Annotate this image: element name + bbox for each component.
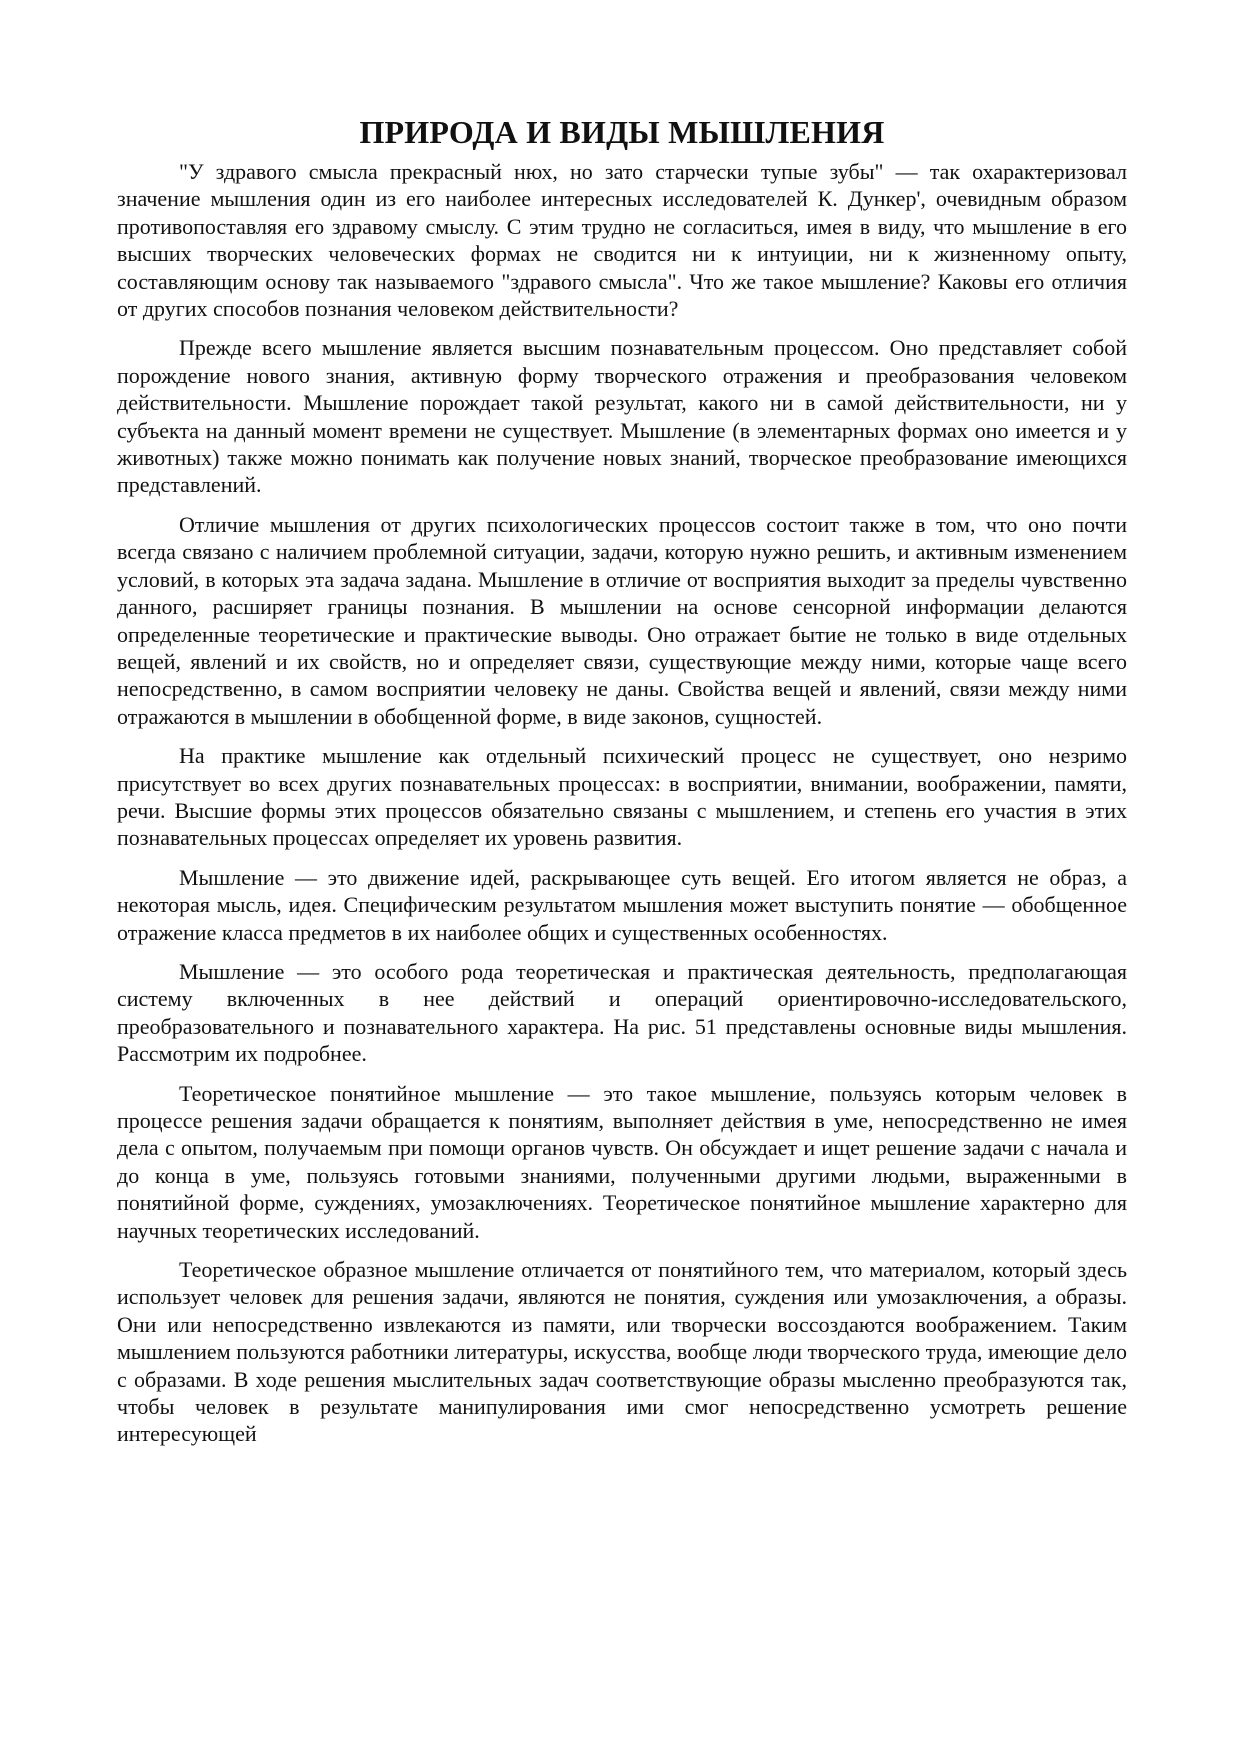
paragraph-2: Прежде всего мышление является высшим познавательным процессом. Оно представляет собой порождение нового знания, активную форму творческого отражения и преобразования человеком действительности. Мышление порождает такой результат, какого ни в самой действительности, ни у субъекта на данный момент времени не существует. Мышление (в элементарных формах оно имеется и у животных) также можно понимать как получение новых знаний, творческое преобразование имеющихся представлений. [117, 335, 1127, 498]
paragraph-3: Отличие мышления от других психологических процессов состоит также в том, что оно почти всегда связано с наличием проблемной ситуации, задачи, которую нужно решить, и активным изменением условий, в которых эта задача задана. Мышление в отличие от восприятия выходит за пределы чувственно данного, расширяет границы познания. В мышлении на основе сенсорной информации делаются определенные теоретические и практические выводы. Оно отражает бытие не только в виде отдельных вещей, явлений и их свойств, но и определяет связи, существующие между ними, которые чаще всего непосредственно, в самом восприятии человеку не даны. Свойства вещей и явлений, связи между ними отражаются в мышлении в обобщенной форме, в виде законов, сущностей. [117, 511, 1127, 729]
paragraph-6: Мышление — это особого рода теоретическая и практическая деятельность, предполагающая систему включенных в нее действий и операций ориентировочно-исследовательского, преобразовательного и познавательного характера. На рис. 51 представлены основные виды мышления. Рассмотрим их подробнее. [117, 958, 1127, 1067]
paragraph-4: На практике мышление как отдельный психический процесс не существует, оно незримо присутствует во всех других познавательных процессах: в восприятии, внимании, воображении, памяти, речи. Высшие формы этих процессов обязательно связаны с мышлением, и степень его участия в этих познавательных процессах определяет их уровень развития. [117, 743, 1127, 851]
paragraph-8: Теоретическое образное мышление отличается от понятийного тем, что материалом, который здесь использует человек для решения задачи, являются не понятия, суждения или умозаключения, а образы. Они или непосредственно извлекаются из памяти, или творчески воссоздаются воображением. Таким мышлением пользуются работники литературы, искусства, вообще люди творческого труда, имеющие дело с образами. В ходе решения мыслительных задач соответствующие образы мысленно преобразуются так, чтобы человек в результате манипулирования ими смог непосредственно усмотреть решение интересующей [117, 1257, 1127, 1447]
paragraph-1: "У здравого смысла прекрасный нюх, но зато старчески тупые зубы" — так охарактеризовал значение мышления один из его наиболее интересных исследователей К. Дункер', очевидным образом противопоставляя его здравому смыслу. С этим трудно не согласиться, имея в виду, что мышление в его высших творческих человеческих формах не сводится ни к интуиции, ни к жизненному опыту, составляющим основу так называемого "здравого смысла". Что же такое мышление? Каковы его отличия от других способов познания человеком действительности? [117, 159, 1127, 322]
document-page [117, 112, 1127, 1448]
paragraph-5: Мышление — это движение идей, раскрывающее суть вещей. Его итогом является не образ, а некоторая мысль, идея. Специфическим результатом мышления может выступить понятие — обобщенное отражение класса предметов в их наиболее общих и существенных особенностях. [117, 864, 1127, 945]
paragraph-7: Теоретическое понятийное мышление — это такое мышление, пользуясь которым человек в процессе решения задачи обращается к понятиям, выполняет действия в уме, непосредственно не имея дела с опытом, получаемым при помощи органов чувств. Он обсуждает и ищет решение задачи с начала и до конца в уме, пользуясь готовыми знаниями, полученными другими людьми, выраженными в понятийной форме, суждениях, умозаключениях. Теоретическое понятийное мышление характерно для научных теоретических исследований. [117, 1080, 1127, 1243]
page-title: ПРИРОДА И ВИДЫ МЫШЛЕНИЯ [359, 114, 885, 150]
